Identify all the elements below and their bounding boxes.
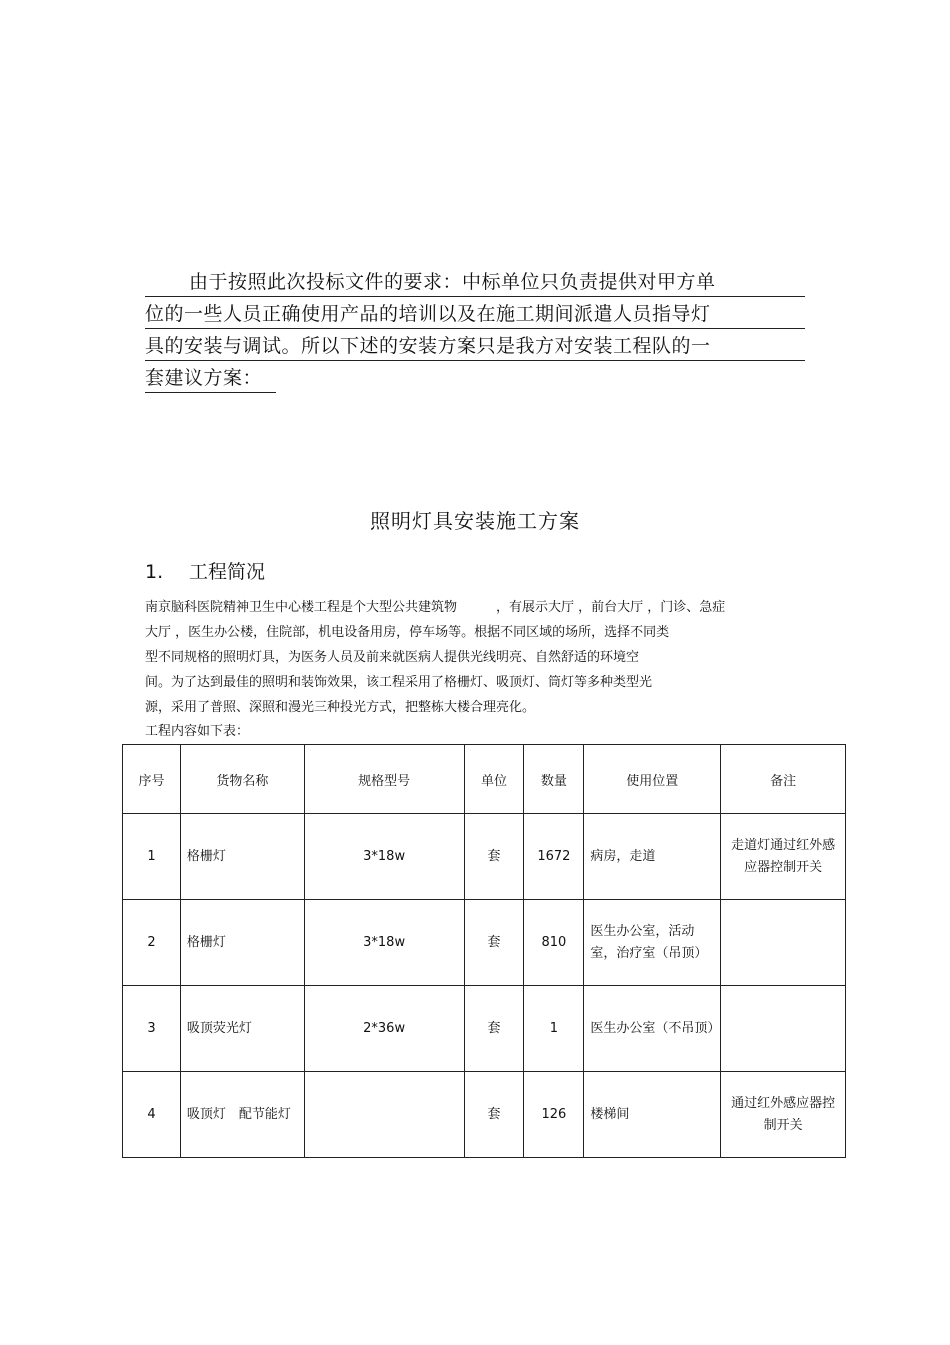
table-cell: 1 xyxy=(524,986,584,1072)
table-cell: 套 xyxy=(464,1072,524,1158)
table-cell: 格栅灯 xyxy=(180,814,304,900)
overview-paragraph xyxy=(145,595,815,720)
paragraph-line: 大厅 ，医生办公楼，住院部，机电设备用房，停车场等。根据不同区域的场所，选择不同类 xyxy=(145,625,670,640)
table-cell: 810 xyxy=(524,900,584,986)
header-cell: 货物名称 xyxy=(180,745,304,814)
table-cell: 走道灯通过红外感应器控制开关 xyxy=(721,814,846,900)
table-cell: 2 xyxy=(123,900,181,986)
paragraph-line: 型不同规格的照明灯具，为医务人员及前来就医病人提供光线明亮、自然舒适的环境空 xyxy=(145,650,640,665)
table-cell: 3 xyxy=(123,986,181,1072)
intro-line: 套建议方案： xyxy=(145,364,276,393)
intro-paragraph xyxy=(145,268,805,396)
header-cell: 使用位置 xyxy=(584,745,721,814)
header-cell: 单位 xyxy=(464,745,524,814)
paragraph-line: 源，采用了普照、深照和漫光三种投光方式，把整栋大楼合理亮化。 xyxy=(145,700,536,715)
intro-line: 位的一些人员正确使用产品的培训以及在施工期间派遣人员指导灯 xyxy=(145,300,805,329)
table-cell: 1672 xyxy=(524,814,584,900)
table-cell xyxy=(721,900,846,986)
header-cell: 规格型号 xyxy=(304,745,464,814)
table-cell: 1 xyxy=(123,814,181,900)
section-title: 工程简况 xyxy=(189,561,266,583)
table-cell: 3*18w xyxy=(304,814,464,900)
intro-line: 由于按照此次投标文件的要求：中标单位只负责提供对甲方单 xyxy=(145,268,805,297)
table-row xyxy=(123,814,846,900)
table-cell: 楼梯间 xyxy=(584,1072,721,1158)
paragraph-line: 间。为了达到最佳的照明和装饰效果，该工程采用了格栅灯、吸顶灯、筒灯等多种类型光 xyxy=(145,675,653,690)
table-cell xyxy=(721,986,846,1072)
intro-line: 具的安装与调试。所以下述的安装方案只是我方对安装工程队的一 xyxy=(145,332,805,361)
document-title: 照明灯具安装施工方案 xyxy=(370,509,580,533)
table-row xyxy=(123,986,846,1072)
header-cell: 序号 xyxy=(123,745,181,814)
table-cell: 吸顶荧光灯 xyxy=(180,986,304,1072)
section-heading xyxy=(145,557,265,584)
table-cell: 套 xyxy=(464,814,524,900)
table-cell: 吸顶灯 配节能灯 xyxy=(180,1072,304,1158)
table-caption: 工程内容如下表： xyxy=(145,724,250,739)
table-cell: 4 xyxy=(123,1072,181,1158)
table-cell: 医生办公室（不吊顶） xyxy=(584,986,721,1072)
table-cell: 病房，走道 xyxy=(584,814,721,900)
table-cell xyxy=(304,1072,464,1158)
table-cell: 2*36w xyxy=(304,986,464,1072)
header-cell: 备注 xyxy=(721,745,846,814)
paragraph-line: 南京脑科医院精神卫生中心楼工程是个大型公共建筑物 ，有展示大厅 ，前台大厅 ，门诊、急症 xyxy=(145,600,726,615)
table-cell: 格栅灯 xyxy=(180,900,304,986)
table-row xyxy=(123,900,846,986)
header-cell: 数量 xyxy=(524,745,584,814)
table-row xyxy=(123,1072,846,1158)
section-number: 1. xyxy=(145,561,164,583)
table-header-row xyxy=(123,745,846,814)
table-cell: 医生办公室，活动室，治疗室（吊顶） xyxy=(584,900,721,986)
table-cell: 126 xyxy=(524,1072,584,1158)
table-cell: 3*18w xyxy=(304,900,464,986)
table-cell: 通过红外感应器控制开关 xyxy=(721,1072,846,1158)
work-content-table xyxy=(122,744,846,1158)
table-cell: 套 xyxy=(464,986,524,1072)
table-cell: 套 xyxy=(464,900,524,986)
